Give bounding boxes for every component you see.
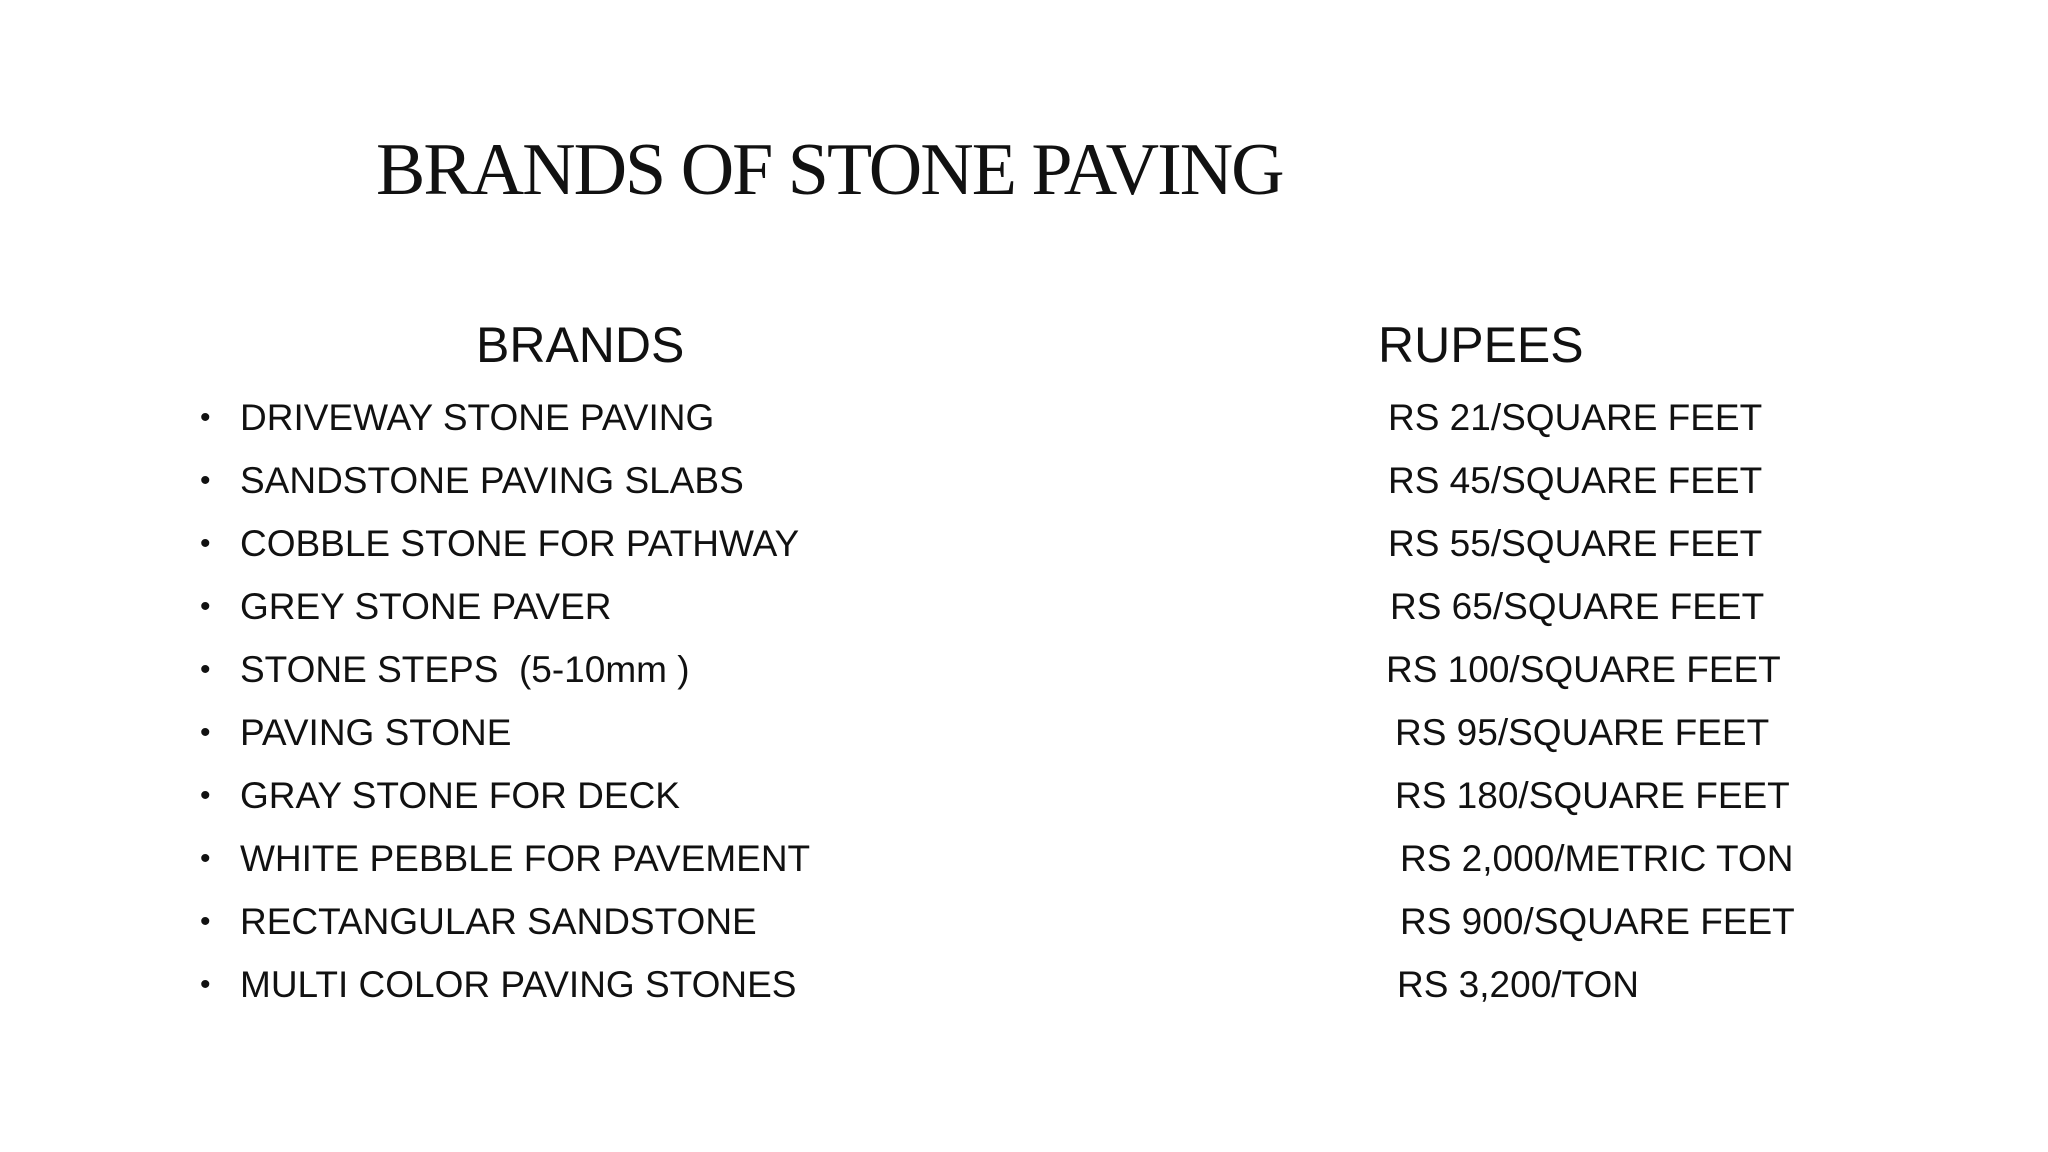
bullet-icon: • — [200, 401, 211, 434]
list-item — [0, 581, 2048, 644]
brand-name: PAVING STONE — [240, 712, 512, 753]
list-item — [0, 707, 2048, 770]
brand-name: WHITE PEBBLE FOR PAVEMENT — [240, 838, 811, 879]
brand-price: RS 3,200/TON — [1397, 964, 1639, 1005]
brand-price: RS 95/SQUARE FEET — [1395, 712, 1770, 753]
bullet-icon: • — [200, 779, 211, 812]
list-item — [0, 833, 2048, 896]
bullet-icon: • — [200, 464, 211, 497]
brand-price: RS 65/SQUARE FEET — [1390, 586, 1765, 627]
brand-price: RS 100/SQUARE FEET — [1386, 649, 1781, 690]
bullet-icon: • — [200, 716, 211, 749]
brand-name: RECTANGULAR SANDSTONE — [240, 901, 757, 942]
brand-name: MULTI COLOR PAVING STONES — [240, 964, 797, 1005]
list-item — [0, 644, 2048, 707]
bullet-icon: • — [200, 842, 211, 875]
bullet-icon: • — [200, 590, 211, 623]
bullet-icon: • — [200, 653, 211, 686]
brand-name: GRAY STONE FOR DECK — [240, 775, 680, 816]
list-item — [0, 959, 2048, 1022]
brand-price: RS 21/SQUARE FEET — [1388, 397, 1763, 438]
slide-title: BRANDS OF STONE PAVING — [376, 129, 1283, 211]
brand-name: SANDSTONE PAVING SLABS — [240, 460, 744, 501]
bullet-icon: • — [200, 905, 211, 938]
brands-column-header: BRANDS — [476, 317, 685, 373]
brand-price: RS 55/SQUARE FEET — [1388, 523, 1763, 564]
list-item — [0, 770, 2048, 833]
brand-name: DRIVEWAY STONE PAVING — [240, 397, 715, 438]
brand-price: RS 900/SQUARE FEET — [1400, 901, 1795, 942]
rupees-column-header: RUPEES — [1378, 317, 1584, 373]
bullet-icon: • — [200, 527, 211, 560]
brand-name: STONE STEPS (5-10mm ) — [240, 649, 690, 690]
price-list — [0, 392, 2048, 1022]
bullet-icon: • — [200, 968, 211, 1001]
list-item — [0, 896, 2048, 959]
brand-name: COBBLE STONE FOR PATHWAY — [240, 523, 800, 564]
brand-price: RS 180/SQUARE FEET — [1395, 775, 1790, 816]
brand-name: GREY STONE PAVER — [240, 586, 612, 627]
list-item — [0, 392, 2048, 455]
brand-price: RS 45/SQUARE FEET — [1388, 460, 1763, 501]
list-item — [0, 518, 2048, 581]
list-item — [0, 455, 2048, 518]
brand-price: RS 2,000/METRIC TON — [1400, 838, 1794, 879]
